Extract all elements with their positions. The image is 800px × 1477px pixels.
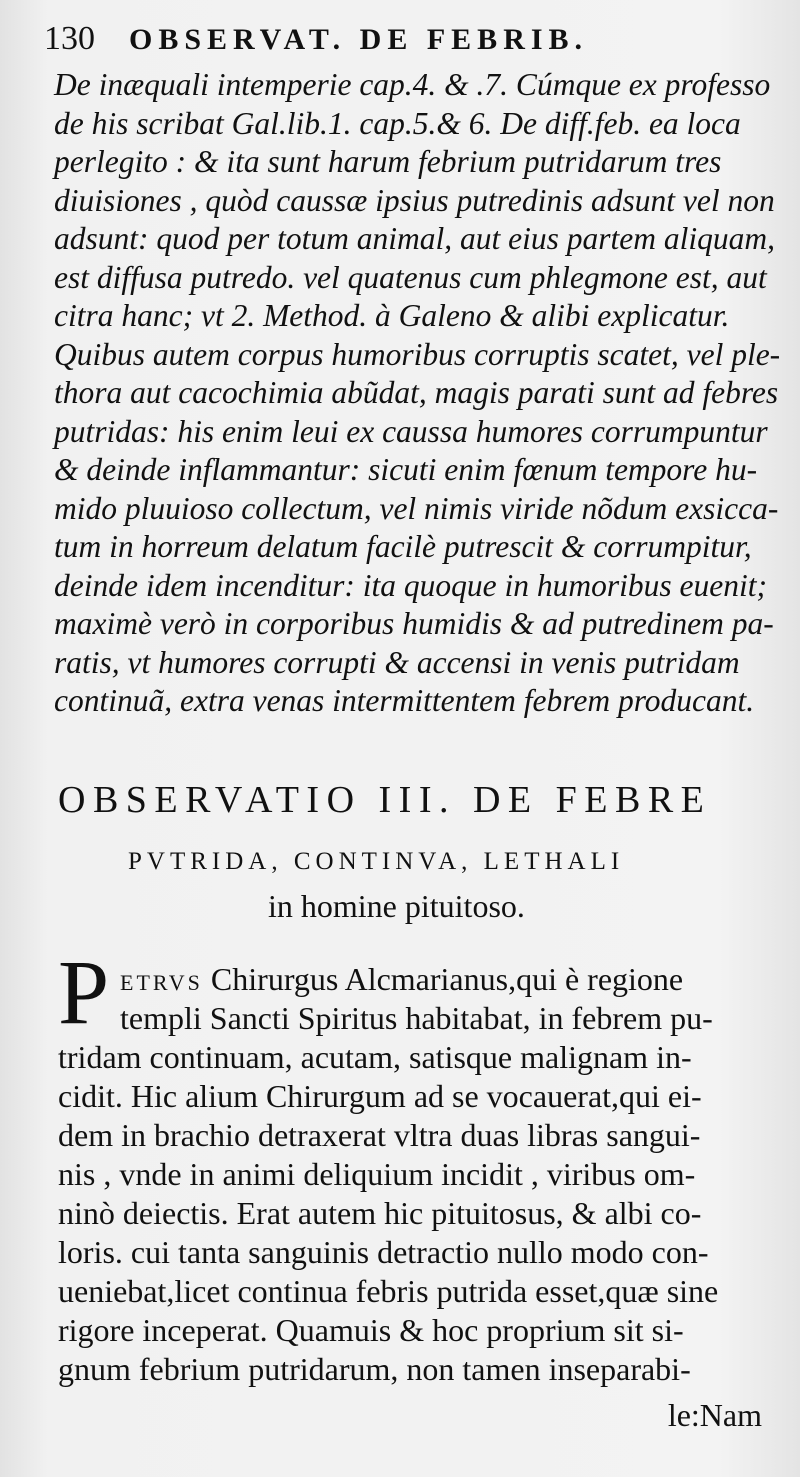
catchword: le:Nam bbox=[667, 1397, 762, 1433]
running-head bbox=[44, 20, 764, 64]
text-line: De inæquali intemperie cap.4. & .7. Cúmque ex professo bbox=[54, 67, 771, 102]
text-line: cidit. Hic alium Chirurgum ad se vocauerat,qui ei- bbox=[58, 1078, 702, 1114]
text-line: diuisiones , quòd caussæ ipsius putredinis adsunt vel non bbox=[54, 182, 775, 218]
text-line: gnum febrium putridarum, non tamen inseparabi- bbox=[58, 1351, 691, 1387]
text-line: tridam continuam, acutam, satisque malignam in- bbox=[58, 1039, 692, 1075]
text-line: maximè verò in corporibus humidis & ad putredinem pa- bbox=[54, 606, 774, 641]
observation-subtitle: PVTRIDA, CONTINVA, LETHALI bbox=[128, 848, 625, 875]
text-line: adsunt: quod per totum animal, aut eius partem aliquam, bbox=[54, 221, 775, 256]
text-line: ninò deiectis. Erat autem hic pituitosus, & albi co- bbox=[58, 1195, 702, 1231]
text-line: perlegito : & ita sunt harum febrium putridarum tres bbox=[54, 144, 722, 179]
text-line: citra hanc; vt 2. Method. à Galeno & alibi explicatur. bbox=[54, 298, 730, 333]
text-line: mido pluuioso collectum, vel nimis viride nõdum exsicca- bbox=[54, 490, 779, 526]
text-line: Quibus autem corpus humoribus corruptis scatet, vel ple- bbox=[54, 336, 781, 372]
first-word-smallcaps: ETRVS bbox=[120, 970, 203, 995]
text-line: ueniebat,licet continua febris putrida esset,quæ sine bbox=[58, 1273, 719, 1309]
observation-title: OBSERVATIO III. DE FEBRE bbox=[58, 779, 712, 821]
text-line: continuã, extra venas intermittentem febrem producant. bbox=[54, 683, 755, 718]
text-line: est diffusa putredo. vel quatenus cum phlegmone est, aut bbox=[54, 259, 767, 295]
text-line: templi Sancti Spiritus habitabat, in febrem pu- bbox=[120, 1000, 713, 1036]
drop-cap: P bbox=[58, 941, 110, 1043]
text-line: de his scribat Gal.lib.1. cap.5.& 6. De diff.feb. ea loca bbox=[54, 105, 741, 141]
text-line: nis , vnde in animi deliquium incidit , viribus om- bbox=[58, 1156, 696, 1192]
italic-paragraph bbox=[54, 66, 781, 721]
text-line: tum in horreum delatum facilè putrescit & corrumpitur, bbox=[54, 529, 752, 564]
text-line: dem in brachio detraxerat vltra duas libras sangui- bbox=[58, 1117, 701, 1153]
text-line: putridas: his enim leui ex caussa humores corrumpuntur bbox=[54, 413, 768, 449]
text-line: thora aut cacochimia abũdat, magis parati sunt ad febres bbox=[54, 375, 779, 410]
text-line bbox=[58, 960, 768, 999]
page-number: 130 bbox=[44, 20, 95, 57]
text-line: loris. cui tanta sanguinis detractio nullo modo con- bbox=[58, 1234, 709, 1270]
text-line: & deinde inflammantur: sicuti enim fœnum tempore hu- bbox=[54, 452, 758, 487]
body-paragraph bbox=[58, 960, 768, 1389]
running-head-title: OBSERVAT. DE FEBRIB. bbox=[129, 23, 589, 56]
text-line: ratis, vt humores corrupti & accensi in venis putridam bbox=[54, 644, 740, 680]
observation-subtitle-line-2: in homine pituitoso. bbox=[268, 888, 525, 924]
text-line: deinde idem incenditur: ita quoque in humoribus euenit; bbox=[54, 567, 767, 603]
text-line: rigore inceperat. Quamuis & hoc proprium sit si- bbox=[58, 1312, 684, 1348]
first-line-rest: Chirurgus Alcmarianus,qui è regione bbox=[210, 961, 684, 997]
